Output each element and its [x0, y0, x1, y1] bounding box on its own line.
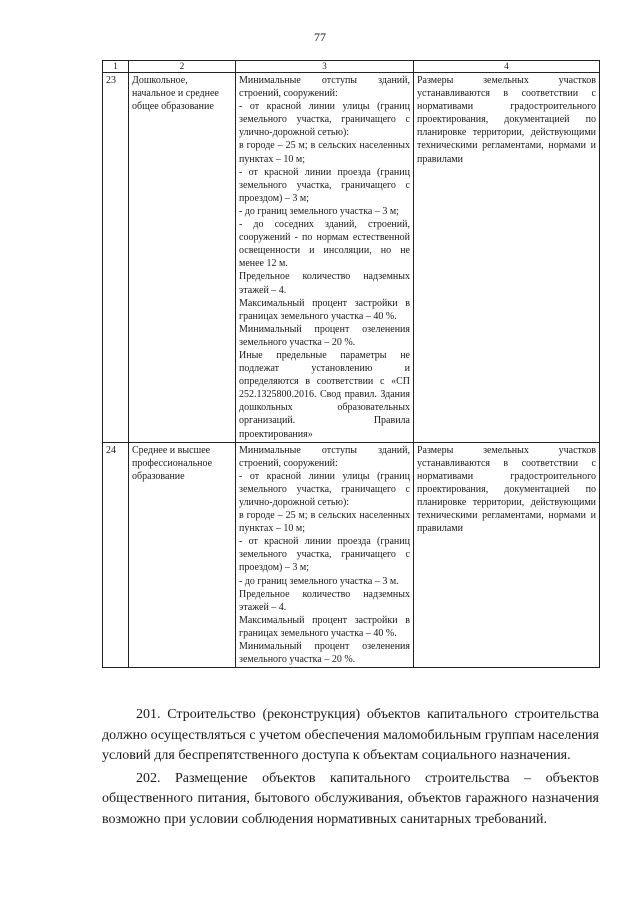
row-number: 23: [103, 73, 129, 443]
param-line: - от красной линии улицы (границ земельного участка, граничащего с улично-дорожной сетью):: [239, 470, 410, 508]
paragraph-201: 201. Строительство (реконструкция) объектов капитального строительства должно осуществляться с учетом обеспечения маломобильным группам населения условий для беспрепятственного доступа к объектам социального назначения.: [102, 707, 599, 763]
param-line: Минимальный процент озеленения земельного участка – 20 %.: [239, 323, 410, 348]
param-line: Минимальный процент озеленения земельного участка – 20 %.: [239, 641, 410, 666]
param-line: - от красной линии проезда (границ земельного участка, граничащего с проездом) – 3 м;: [239, 536, 410, 574]
plot-size-cell: [414, 442, 600, 668]
page-number: 77: [314, 30, 326, 44]
limit-parameters-cell: [236, 73, 414, 443]
param-line: Иные предельные параметры не подлежат установлению и определяются в соответствии с «СП 252.1325800.2016. Свод правил. Здания дошкольных образовательных организаций. Правила проектирования»: [239, 349, 410, 440]
land-use-name: Дошкольное, начальное и среднее общее образование: [129, 73, 236, 443]
param-line: в городе – 25 м; в сельских населенных пунктах – 10 м;: [239, 510, 410, 535]
zoning-regulations-table: [102, 60, 600, 668]
plot-size-cell: [414, 73, 600, 443]
param-line: Максимальный процент застройки в границах земельного участка – 40 %.: [239, 614, 410, 639]
limit-parameters-cell: [236, 442, 414, 668]
column-header-2: 2: [129, 61, 236, 73]
table-header-row: [103, 61, 600, 73]
param-line: Минимальные отступы зданий, строений, сооружений:: [239, 444, 410, 469]
param-line: Предельное количество надземных этажей – 4.: [239, 588, 410, 613]
param-line: Предельное количество надземных этажей – 4.: [239, 271, 410, 296]
land-use-name: Среднее и высшее профессиональное образование: [129, 442, 236, 668]
param-line: - до границ земельного участка – 3 м.: [239, 575, 399, 587]
plot-size-text: Размеры земельных участков устанавливаются в соответствии с нормативами градостроительного проектирования, документацией по планировке территории, действующими техническими регламентами, нормами и правилами: [417, 75, 596, 165]
column-header-3: 3: [236, 61, 414, 73]
body-text: [102, 705, 599, 832]
column-header-4: 4: [414, 61, 600, 73]
table-row: [103, 442, 600, 668]
column-header-1: 1: [103, 61, 129, 73]
param-line: Минимальные отступы зданий, строений, сооружений:: [239, 75, 410, 100]
plot-size-text: Размеры земельных участков устанавливаются в соответствии с нормативами градостроительного проектирования, документацией по планировке территории, действующими техническими регламентами, нормами и правилами: [417, 444, 596, 535]
param-line: - до соседних зданий, строений, сооружений - по нормам естественной освещенности и инсоляции, но не менее 12 м.: [239, 219, 410, 270]
param-line: в городе – 25 м; в сельских населенных пунктах – 10 м;: [239, 140, 410, 165]
param-line: Максимальный процент застройки в границах земельного участка – 40 %.: [239, 297, 410, 322]
paragraph-202: 202. Размещение объектов капитального строительства – объектов общественного питания, бытового обслуживания, объектов гаражного назначения возможно при условии соблюдения нормативных санитарных требований.: [102, 770, 599, 827]
param-line: - от красной линии улицы (границ земельного участка, граничащего с улично-дорожной сетью):: [239, 101, 410, 139]
row-number: 24: [103, 442, 129, 668]
param-line: - от красной линии проезда (границ земельного участка, граничащего с проездом) – 3 м;: [239, 166, 410, 204]
table-row: [103, 73, 600, 443]
param-line: - до границ земельного участка – 3 м;: [239, 205, 399, 217]
